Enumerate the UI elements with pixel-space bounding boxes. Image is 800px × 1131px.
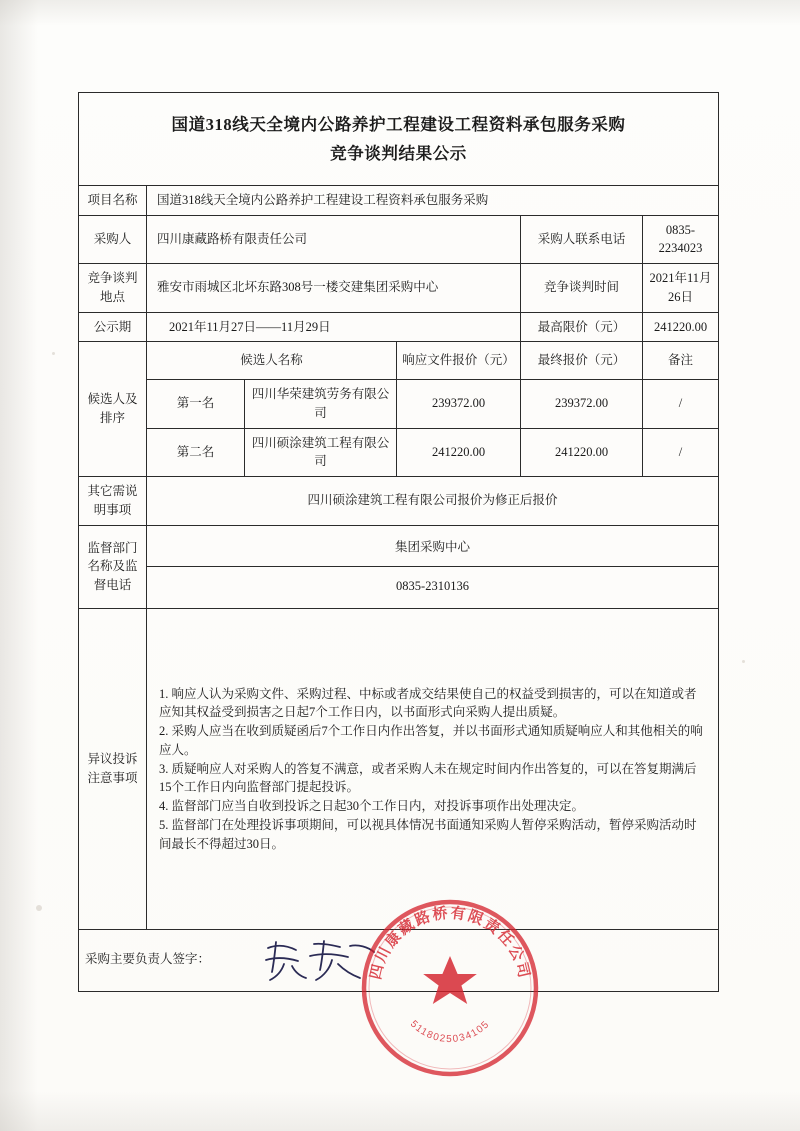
seal-bottom-text: 5118025034105 — [407, 1018, 493, 1046]
candidate-1-name: 四川华荣建筑劳务有限公司 — [245, 380, 397, 429]
objection-item-2: 2. 采购人应当在收到质疑函后7个工作日内作出答复，并以书面形式通知质疑响应人和其他相关的响应人。 — [159, 724, 703, 757]
title-line-2: 竞争谈判结果公示 — [330, 143, 467, 163]
objection-item-1: 1. 响应人认为采购文件、采购过程、中标或者成交结果使自己的权益受到损害的，可以在知道或者应知其权益受到损害之日起7个工作日内，以书面形式向采购人提出质疑。 — [159, 686, 697, 720]
title-line-1: 国道318线天全境内公路养护工程建设工程资料承包服务采购 — [171, 115, 626, 134]
label-negotiation-place: 竞争谈判地点 — [79, 264, 147, 313]
value-purchaser: 四川康藏路桥有限责任公司 — [147, 215, 521, 264]
value-max-price: 241220.00 — [643, 312, 719, 342]
value-supervise-dept: 集团采购中心 — [147, 525, 719, 567]
seal-top-text: 四川康藏路桥有限责任公司 — [368, 905, 532, 982]
value-supervise-tel: 0835-2310136 — [147, 567, 719, 609]
objection-item-3: 3. 质疑响应人对采购人的答复不满意，或者采购人未在规定时间内作出答复的，可以在答复期满后15个工作日内向监督部门提起投诉。 — [159, 761, 697, 795]
table-row-negotiation — [79, 264, 719, 313]
table-row-candidate-1 — [79, 380, 719, 429]
candidate-2-remark: / — [643, 428, 719, 477]
document-title — [79, 93, 719, 186]
candidate-2-rank: 第二名 — [147, 428, 245, 477]
header-remark: 备注 — [643, 342, 719, 380]
label-negotiation-time: 竞争谈判时间 — [521, 264, 643, 313]
label-objection-notice: 异议投诉注意事项 — [79, 609, 147, 930]
header-candidate-name: 候选人名称 — [147, 342, 397, 380]
candidate-2-final-price: 241220.00 — [521, 428, 643, 477]
label-purchaser: 采购人 — [79, 215, 147, 264]
label-candidates: 候选人及排序 — [79, 342, 147, 477]
value-negotiation-time: 2021年11月26日 — [643, 264, 719, 313]
table-row-project-name — [79, 185, 719, 215]
candidate-2-response-price: 241220.00 — [397, 428, 521, 477]
scan-speck — [742, 660, 745, 663]
table-row-publicity — [79, 312, 719, 342]
value-negotiation-place: 雅安市雨城区北坏东路308号一楼交建集团采购中心 — [147, 264, 521, 313]
label-publicity-period: 公示期 — [79, 312, 147, 342]
table-row-purchaser — [79, 215, 719, 264]
label-project-name: 项目名称 — [79, 185, 147, 215]
main-table — [78, 92, 719, 992]
label-other-note: 其它需说明事项 — [79, 477, 147, 526]
table-row-supervise-tel — [79, 567, 719, 609]
label-signature: 采购主要负责人签字： — [79, 930, 719, 992]
title-row — [79, 93, 719, 186]
value-other-note: 四川硕涂建筑工程有限公司报价为修正后报价 — [147, 477, 719, 526]
header-response-price: 响应文件报价（元） — [397, 342, 521, 380]
objection-item-4: 4. 监督部门应当自收到投诉之日起30个工作日内，对投诉事项作出处理决定。 — [159, 799, 585, 814]
value-publicity-period: 2021年11月27日——11月29日 — [147, 312, 521, 342]
objection-notice-body — [147, 609, 719, 930]
candidate-1-final-price: 239372.00 — [521, 380, 643, 429]
scan-speck — [36, 905, 42, 911]
label-max-price: 最高限价（元） — [521, 312, 643, 342]
table-row-candidates-header — [79, 342, 719, 380]
label-supervise-dept: 监督部门名称及监督电话 — [79, 525, 147, 609]
objection-item-5: 5. 监督部门在处理投诉事项期间，可以视具体情况书面通知采购人暂停采购活动，暂停采购活动时间最长不得超过30日。 — [159, 817, 697, 851]
candidate-1-rank: 第一名 — [147, 380, 245, 429]
table-row-supervise-name — [79, 525, 719, 567]
value-project-name: 国道318线天全境内公路养护工程建设工程资料承包服务采购 — [147, 185, 719, 215]
table-row-signature — [79, 930, 719, 992]
value-contact-phone: 0835-2234023 — [643, 215, 719, 264]
candidate-2-name: 四川硕涂建筑工程有限公司 — [245, 428, 397, 477]
scan-speck — [52, 352, 55, 355]
table-row-objection — [79, 609, 719, 930]
candidate-1-response-price: 239372.00 — [397, 380, 521, 429]
candidate-1-remark: / — [643, 380, 719, 429]
table-row-other-note — [79, 477, 719, 526]
publicity-document — [78, 92, 718, 992]
table-row-candidate-2 — [79, 428, 719, 477]
label-contact-phone: 采购人联系电话 — [521, 215, 643, 264]
header-final-price: 最终报价（元） — [521, 342, 643, 380]
